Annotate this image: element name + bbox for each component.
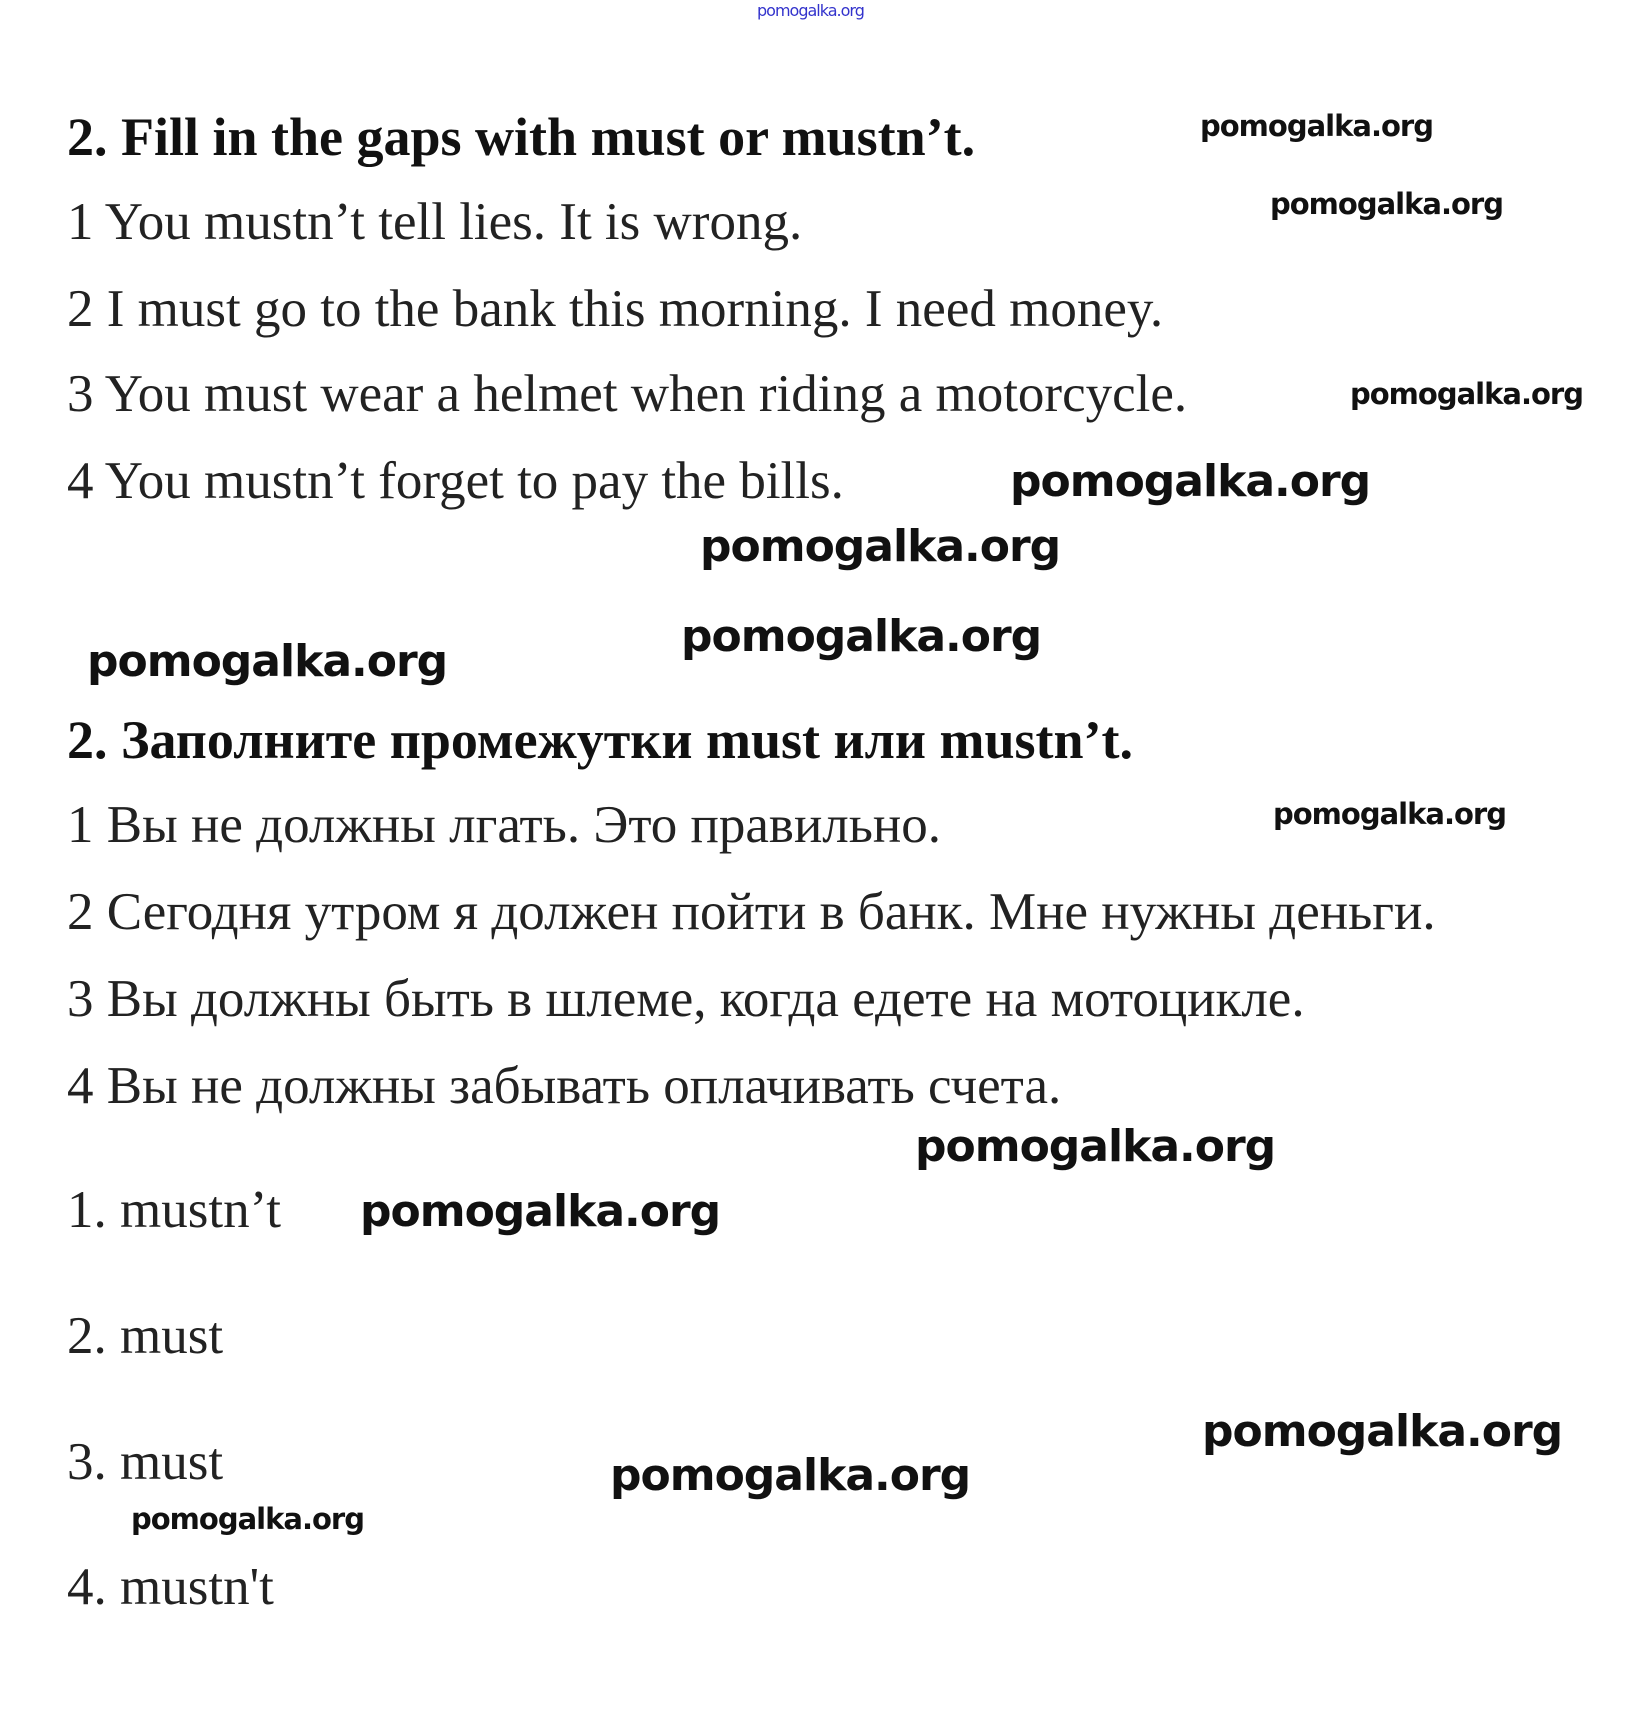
- translation-line: 4 Вы не должны забывать оплачивать счета.: [67, 1057, 1062, 1115]
- answer-line: 4. mustn't: [67, 1558, 274, 1616]
- watermark: pomogalka.org: [131, 1502, 364, 1536]
- watermark: pomogalka.org: [1273, 797, 1506, 831]
- translation-line: 3 Вы должны быть в шлеме, когда едете на мотоцикле.: [67, 970, 1305, 1028]
- answer-line: 3. must: [67, 1433, 224, 1491]
- watermark: pomogalka.org: [1010, 456, 1371, 507]
- exercise-line: 3 You must wear a helmet when riding a motorcycle.: [67, 365, 1188, 423]
- watermark: pomogalka.org: [360, 1186, 721, 1237]
- watermark: pomogalka.org: [915, 1121, 1276, 1172]
- watermark: pomogalka.org: [87, 636, 448, 687]
- answer-line: 1. mustn’t: [67, 1181, 281, 1239]
- watermark: pomogalka.org: [1200, 109, 1433, 143]
- watermark: pomogalka.org: [757, 1, 864, 20]
- watermark: pomogalka.org: [1270, 187, 1503, 221]
- translation-line: 2 Сегодня утром я должен пойти в банк. Мне нужны деньги.: [67, 883, 1436, 941]
- exercise-heading-ru: 2. Заполните промежутки must или mustn’t.: [67, 710, 1134, 770]
- exercise-line: 4 You mustn’t forget to pay the bills.: [67, 452, 844, 510]
- answer-line: 2. must: [67, 1307, 224, 1365]
- translation-line: 1 Вы не должны лгать. Это правильно.: [67, 796, 942, 854]
- exercise-line: 2 I must go to the bank this morning. I need money.: [67, 280, 1164, 338]
- watermark: pomogalka.org: [681, 611, 1042, 662]
- exercise-line: 1 You mustn’t tell lies. It is wrong.: [67, 193, 803, 251]
- exercise-heading-en: 2. Fill in the gaps with must or mustn’t.: [67, 107, 976, 167]
- watermark: pomogalka.org: [700, 521, 1061, 572]
- watermark: pomogalka.org: [1350, 377, 1583, 411]
- watermark: pomogalka.org: [1202, 1406, 1563, 1457]
- watermark: pomogalka.org: [610, 1450, 971, 1501]
